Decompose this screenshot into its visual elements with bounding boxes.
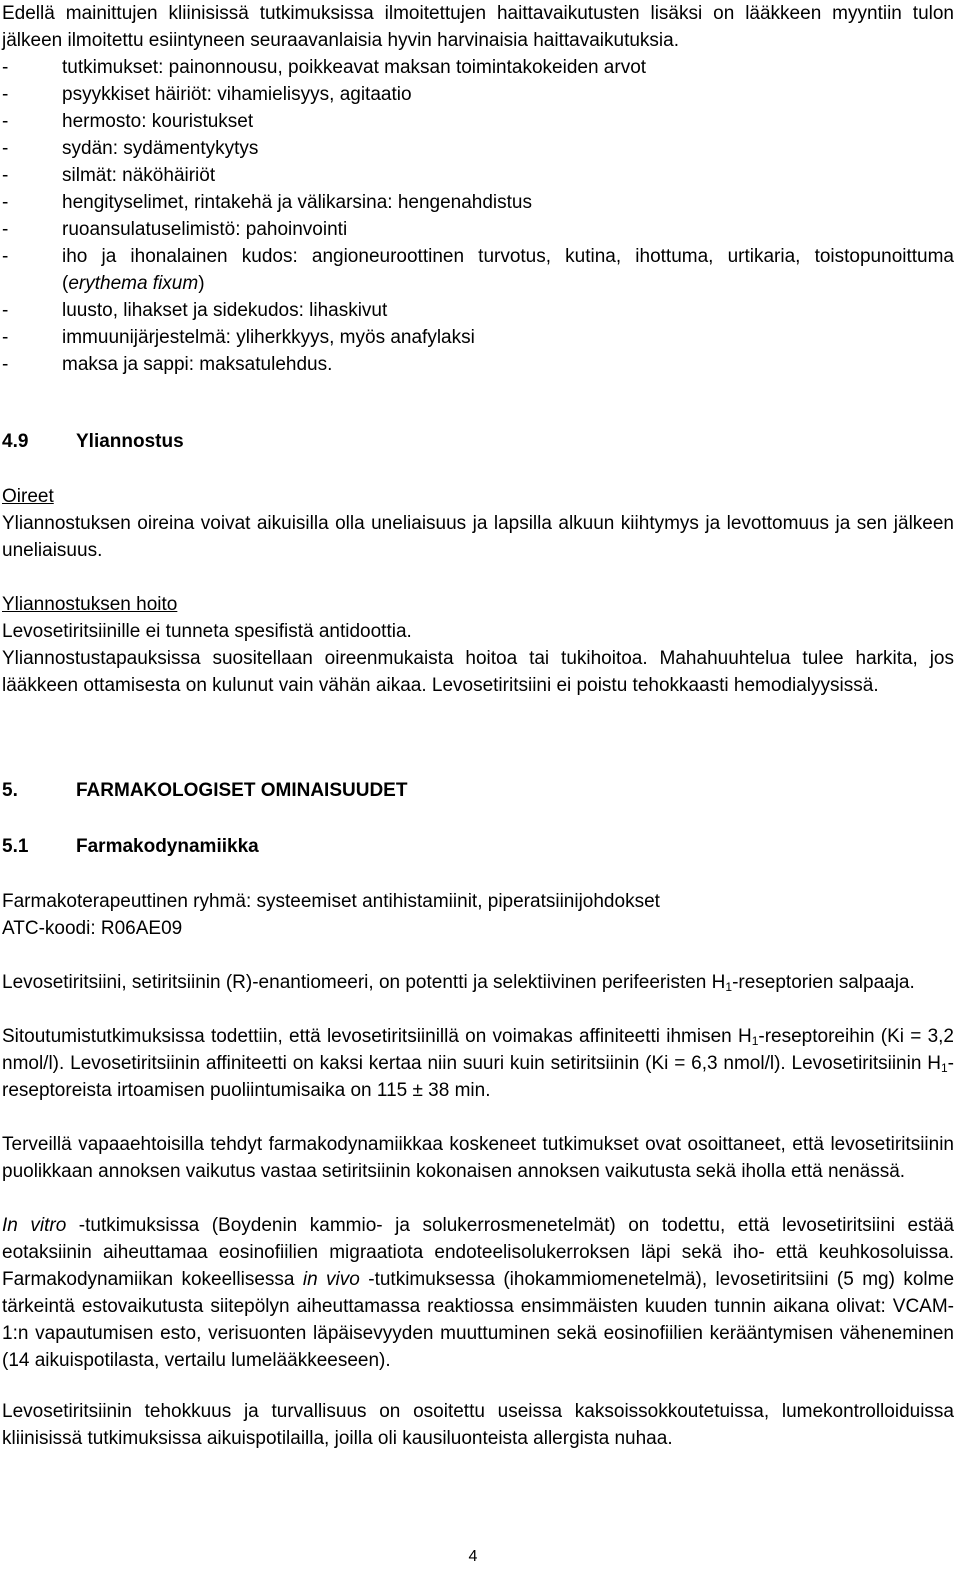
paragraph-in-vitro: In vitro -tutkimuksissa (Boydenin kammio- ja solukerrosmenetelmät) on todettu, että levosetiritsiini estää eotaksiinin aiheuttamaa eosinofiilien migraatiota endoteelisolukerroksen läpi sekä iho- että keuhkosoluissa. Farmakodynamiikan kokeellisessa in vivo -tutkimuksessa (ihokammiomenetelmä), levosetiritsiini (5 mg) kolme tärkeintä estovaikutusta siitepölyn aiheuttamassa reaktiossa ensimmäisten kuuden tunnin aikana olivat: VCAM-1:n vapautumisen esto, verisuonten läpäisevyyden muuttuminen sekä eosinofiilien kerääntymisen väheneminen (14 aikuispotilasta, vertailu lumelääkkeeseen). bbox=[2, 1215, 955, 1371]
treatment-paragraph: Yliannostustapauksissa suositellaan oireenmukaista hoitoa tai tukihoitoa. Mahahuuhtelua tulee harkita, jos lääkkeen ottamisesta on kulunut vain vähän aikaa. Levosetiritsiini ei poistu tehokkaasti hemodialyysissä. bbox=[2, 648, 954, 696]
list-item: - tutkimukset: painonnousu, poikkeavat maksan toimintakokeiden arvot bbox=[2, 57, 647, 78]
list-item: - luusto, lihakset ja sidekudos: lihaskivut bbox=[2, 300, 388, 321]
adverse-effects-list bbox=[2, 54, 954, 378]
paragraph-binding: Sitoutumistutkimuksissa todettiin, että levosetiritsiinillä on voimakas affiniteetti ihmisen $H_1$-reseptoreihin (Ki = 3,2 nmol/l). Levosetiritsiinin affiniteetti on kaksi kertaa niin suuri kuin setiritsiinin (Ki = 6,3 nmol/l). Levosetiritsiinin $H_1$-reseptoreista irtoamisen puoliintumisaika on 115 ± 38 min. bbox=[2, 1026, 954, 1101]
paragraph-efficacy: Levosetiritsiinin tehokkuus ja turvallisuus on osoitettu useissa kaksoissokkoutetuissa, lumekontrolloiduissa kliinisissä tutkimuksissa aikuispotilailla, joilla oli kausiluonteista allergista nuhaa. bbox=[2, 1401, 954, 1449]
paragraph-selectivity: Levosetiritsiini, setiritsiinin (R)-enantiomeeri, on potentti ja selektiivinen perifeeristen $H_1$-reseptorien salpaaja. bbox=[2, 972, 915, 994]
intro-paragraph: Edellä mainittujen kliinisissä tutkimuksissa ilmoitettujen haittavaikutusten lisäksi on lääkkeen myyntiin tulon jälkeen ilmoitettu esiintyneen seuraavanlaisia hyvin harvinaisia haittavaikutuksia. bbox=[2, 3, 954, 51]
list-item: - psyykkiset häiriöt: vihamielisyys, agitaatio bbox=[2, 84, 412, 105]
section-heading-4-9: 4.9 Yliannostus bbox=[2, 431, 184, 452]
treatment-subheading: Yliannostuksen hoito bbox=[2, 594, 178, 615]
page-number: 4 bbox=[468, 1548, 478, 1565]
list-item: - ruoansulatuselimistö: pahoinvointi bbox=[2, 219, 348, 240]
list-item: - silmät: näköhäiriöt bbox=[2, 165, 216, 186]
list-item: - iho ja ihonalainen kudos: angioneuroottinen turvotus, kutina, ihottuma, urtikaria, toistopunoittuma (erythema fixum) bbox=[2, 246, 954, 294]
section-heading-5: 5. FARMAKOLOGISET OMINAISUUDET bbox=[2, 780, 408, 801]
symptoms-subheading: Oireet bbox=[2, 486, 54, 507]
list-item: - hengityselimet, rintakehä ja välikarsina: hengenahdistus bbox=[2, 192, 532, 213]
list-item: - immuunijärjestelmä: yliherkkyys, myös anafylaksi bbox=[2, 327, 475, 348]
atc-code: ATC-koodi: R06AE09 bbox=[2, 918, 183, 939]
treatment-line: Levosetiritsiinille ei tunneta spesifistä antidoottia. bbox=[2, 621, 412, 642]
list-item: - hermosto: kouristukset bbox=[2, 111, 254, 132]
pharmacotherapeutic-group: Farmakoterapeuttinen ryhmä: systeemiset antihistamiinit, piperatsiinijohdokset bbox=[2, 891, 660, 912]
section-heading-5-1: 5.1 Farmakodynamiikka bbox=[2, 836, 259, 857]
list-item: - sydän: sydämentykytys bbox=[2, 138, 259, 159]
paragraph-healthy-volunteers: Terveillä vapaaehtoisilla tehdyt farmakodynamiikkaa koskeneet tutkimukset ovat osoittaneet, että levosetiritsiinin puolikkaan annoksen vaikutus vastaa setiritsiinin kokonaisen annoksen vaikutusta sekä iholla että nenässä. bbox=[2, 1134, 954, 1182]
list-item: - maksa ja sappi: maksatulehdus. bbox=[2, 354, 333, 375]
symptoms-paragraph: Yliannostuksen oireina voivat aikuisilla olla uneliaisuus ja lapsilla alkuun kiihtymys ja levottomuus ja sen jälkeen uneliaisuus. bbox=[2, 513, 954, 561]
